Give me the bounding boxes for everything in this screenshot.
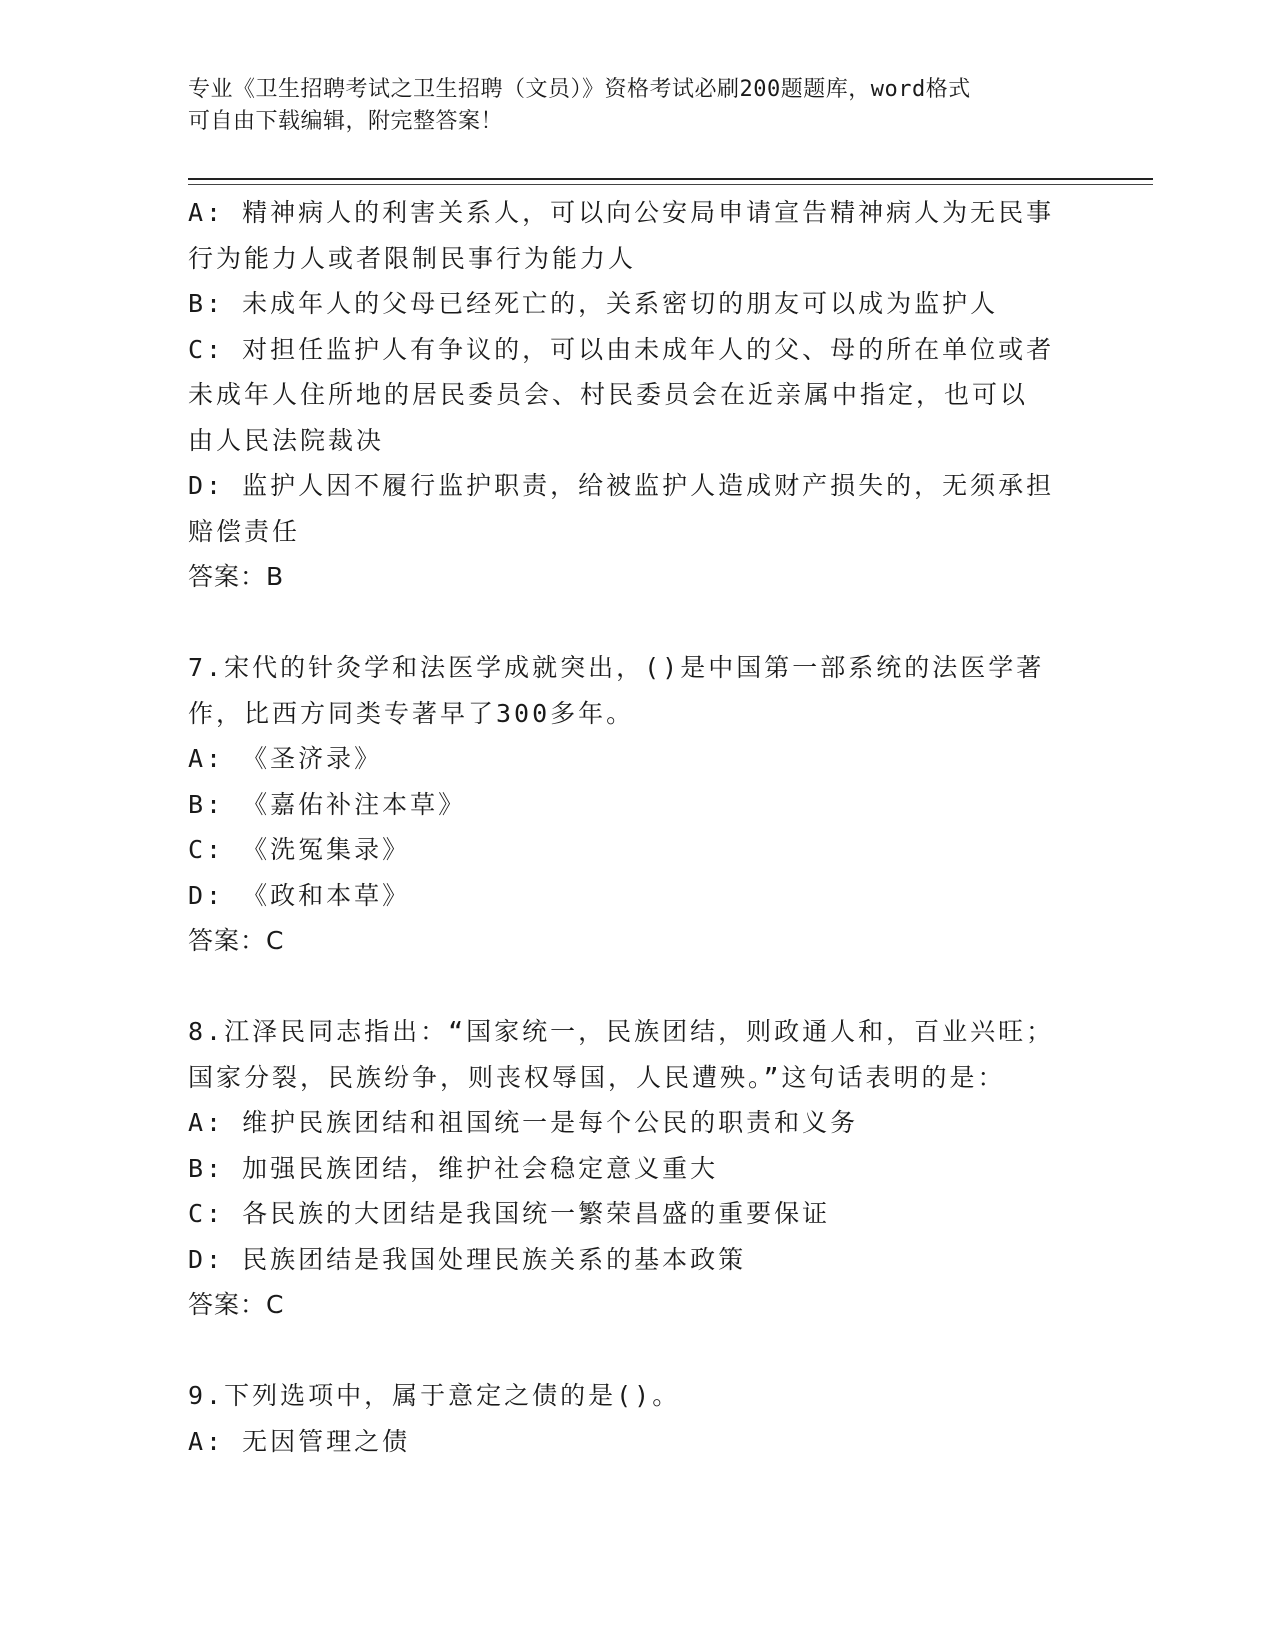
page-header [188,74,1078,138]
option-line: B: 加强民族团结，维护社会稳定意义重大 [188,1153,719,1183]
header-line-2: 可自由下载编辑，附完整答案！ [188,109,504,134]
option-line: C: 《洗冤集录》 [188,835,411,864]
answer-line: 答案：C [188,926,285,955]
question-line: 未成年人住所地的居民委员会、村民委员会在近亲属中指定，也可以 [188,380,1029,409]
block-spacer [188,964,1088,1010]
question-line: C: 对担任监护人有争议的，可以由未成年人的父、母的所在单位或者 [188,334,1055,364]
question-line: 国家分裂，民族纷争，则丧权辱国，人民遭殃。”这句话表明的是： [188,1062,1006,1092]
question-line: D: 监护人因不履行监护职责，给被监护人造成财产损失的，无须承担 [188,471,1055,500]
header-divider-thin [188,184,1153,185]
question-line: 8.江泽民同志指出：“国家统一，民族团结，则政通人和，百业兴旺； [188,1017,1055,1046]
option-line: A: 《圣济录》 [188,744,383,773]
block-spacer [188,600,1088,646]
question-block [188,645,1088,964]
question-line: 赔偿责任 [188,516,301,546]
question-line: A: 精神病人的利害关系人，可以向公安局申请宣告精神病人为无民事 [188,198,1055,227]
question-block [188,1009,1088,1328]
question-content [188,190,1088,1464]
question-line: 9.下列选项中，属于意定之债的是()。 [188,1381,681,1410]
option-line: B: 《嘉佑补注本草》 [188,789,467,819]
question-block [188,1373,1088,1464]
option-line: D: 民族团结是我国处理民族关系的基本政策 [188,1244,747,1274]
header-line-1: 专业《卫生招聘考试之卫生招聘（文员）》资格考试必刷200题题库，word格式 [188,77,971,102]
question-line: 作，比西方同类专著早了300多年。 [188,698,635,728]
question-block [188,190,1088,600]
answer-line: 答案：B [188,562,285,591]
option-line: D: 《政和本草》 [188,880,411,910]
block-spacer [188,1328,1088,1374]
question-line: 行为能力人或者限制民事行为能力人 [188,243,637,273]
header-divider-thick [188,178,1153,180]
option-line: A: 无因管理之债 [188,1426,411,1456]
option-line: C: 各民族的大团结是我国统一繁荣昌盛的重要保证 [188,1199,831,1228]
answer-line: 答案：C [188,1290,285,1319]
question-line: 7.宋代的针灸学和法医学成就突出，()是中国第一部系统的法医学著 [188,653,1045,682]
question-line: B: 未成年人的父母已经死亡的，关系密切的朋友可以成为监护人 [188,289,999,318]
option-line: A: 维护民族团结和祖国统一是每个公民的职责和义务 [188,1108,859,1137]
question-line: 由人民法院裁决 [188,425,385,455]
